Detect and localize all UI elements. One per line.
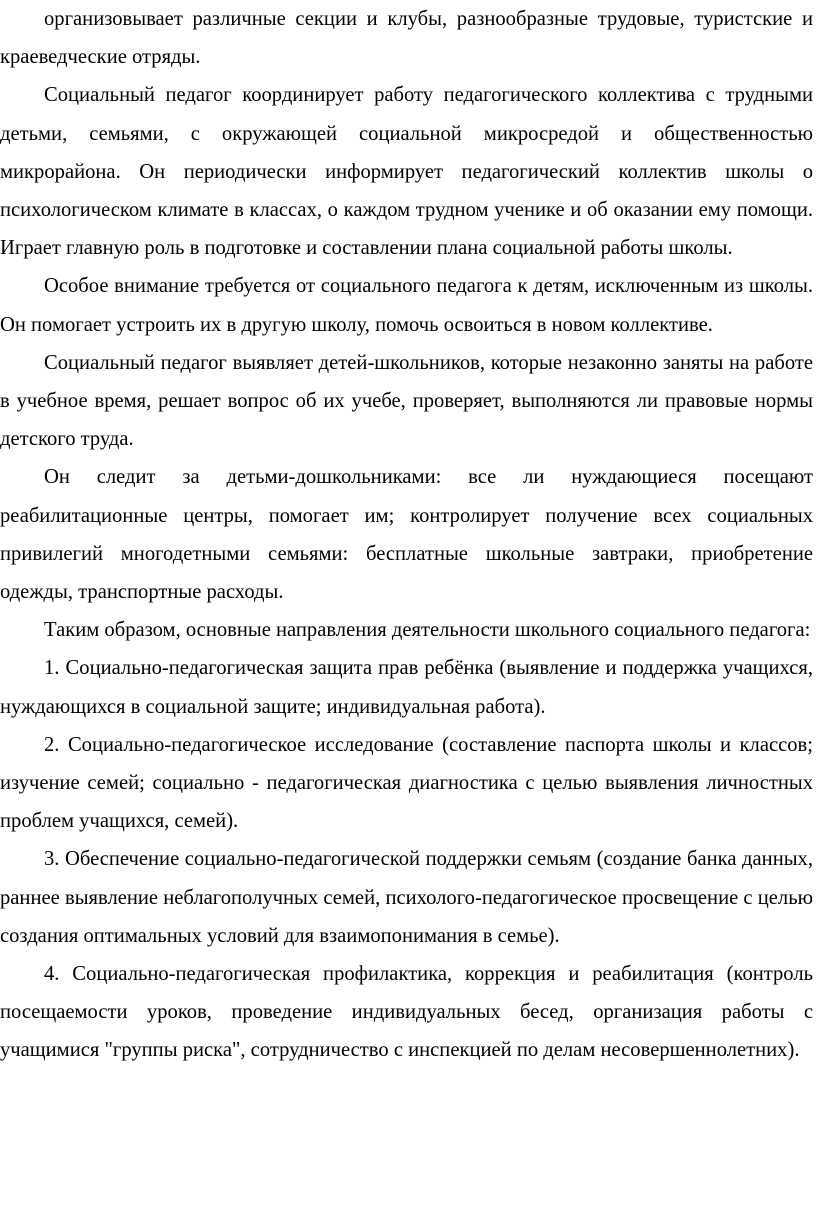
paragraph-1: организовывает различные секции и клубы, разнообразные трудовые, туристские и краеведческие отряды. [0,7,813,68]
paragraph-5: Он следит за детьми-дошкольниками: все ли нуждающиеся посещают реабилитационные центры, помогает им; контролирует получение всех социальных привилегий многодетными семьями: бесплатные школьные завтраки, приобретение одежды, транспортные расходы. [0,466,813,604]
list-item-1: 1. Социально-педагогическая защита прав ребёнка (выявление и поддержка учащихся, нуждающихся в социальной защите; индивидуальная работа). [0,657,813,718]
paragraph-6: Таким образом, основные направления деятельности школьного социального педагога: [44,619,811,642]
paragraph-3: Особое внимание требуется от социального педагога к детям, исключенным из школы. Он помогает устроить их в другую школу, помочь освоиться в новом коллективе. [0,275,813,336]
list-item-3: 3. Обеспечение социально-педагогической поддержки семьям (создание банка данных, раннее выявление неблагополучных семей, психолого-педагогическое просвещение с целью создания оптимальных условий для взаимопонимания в семье). [0,848,813,947]
list-item-2: 2. Социально-педагогическое исследование (составление паспорта школы и классов; изучение семей; социально - педагогическая диагностика с целью выявления личностных проблем учащихся, семей). [0,733,813,833]
paragraph-4: Социальный педагог выявляет детей-школьников, которые незаконно заняты на работе в учебное время, решает вопрос об их учебе, проверяет, выполняются ли правовые нормы детского труда. [0,351,813,451]
list-item-4: 4. Социально-педагогическая профилактика, коррекция и реабилитация (контроль посещаемости уроков, проведение индивидуальных бесед, организация работы с учащимися "группы риска", сотрудничество с инспекцией по делам несовершеннолетних). [0,963,813,1062]
paragraph-2: Социальный педагог координирует работу педагогического коллектива с трудными детьми, семьями, с окружающей социальной микросредой и общественностью микрорайона. Он периодически информирует педагогический коллектив школы о психологическом климате в классах, о каждом трудном ученике и об оказании ему помощи. Играет главную роль в подготовке и составлении плана социальной работы школы. [0,84,813,260]
